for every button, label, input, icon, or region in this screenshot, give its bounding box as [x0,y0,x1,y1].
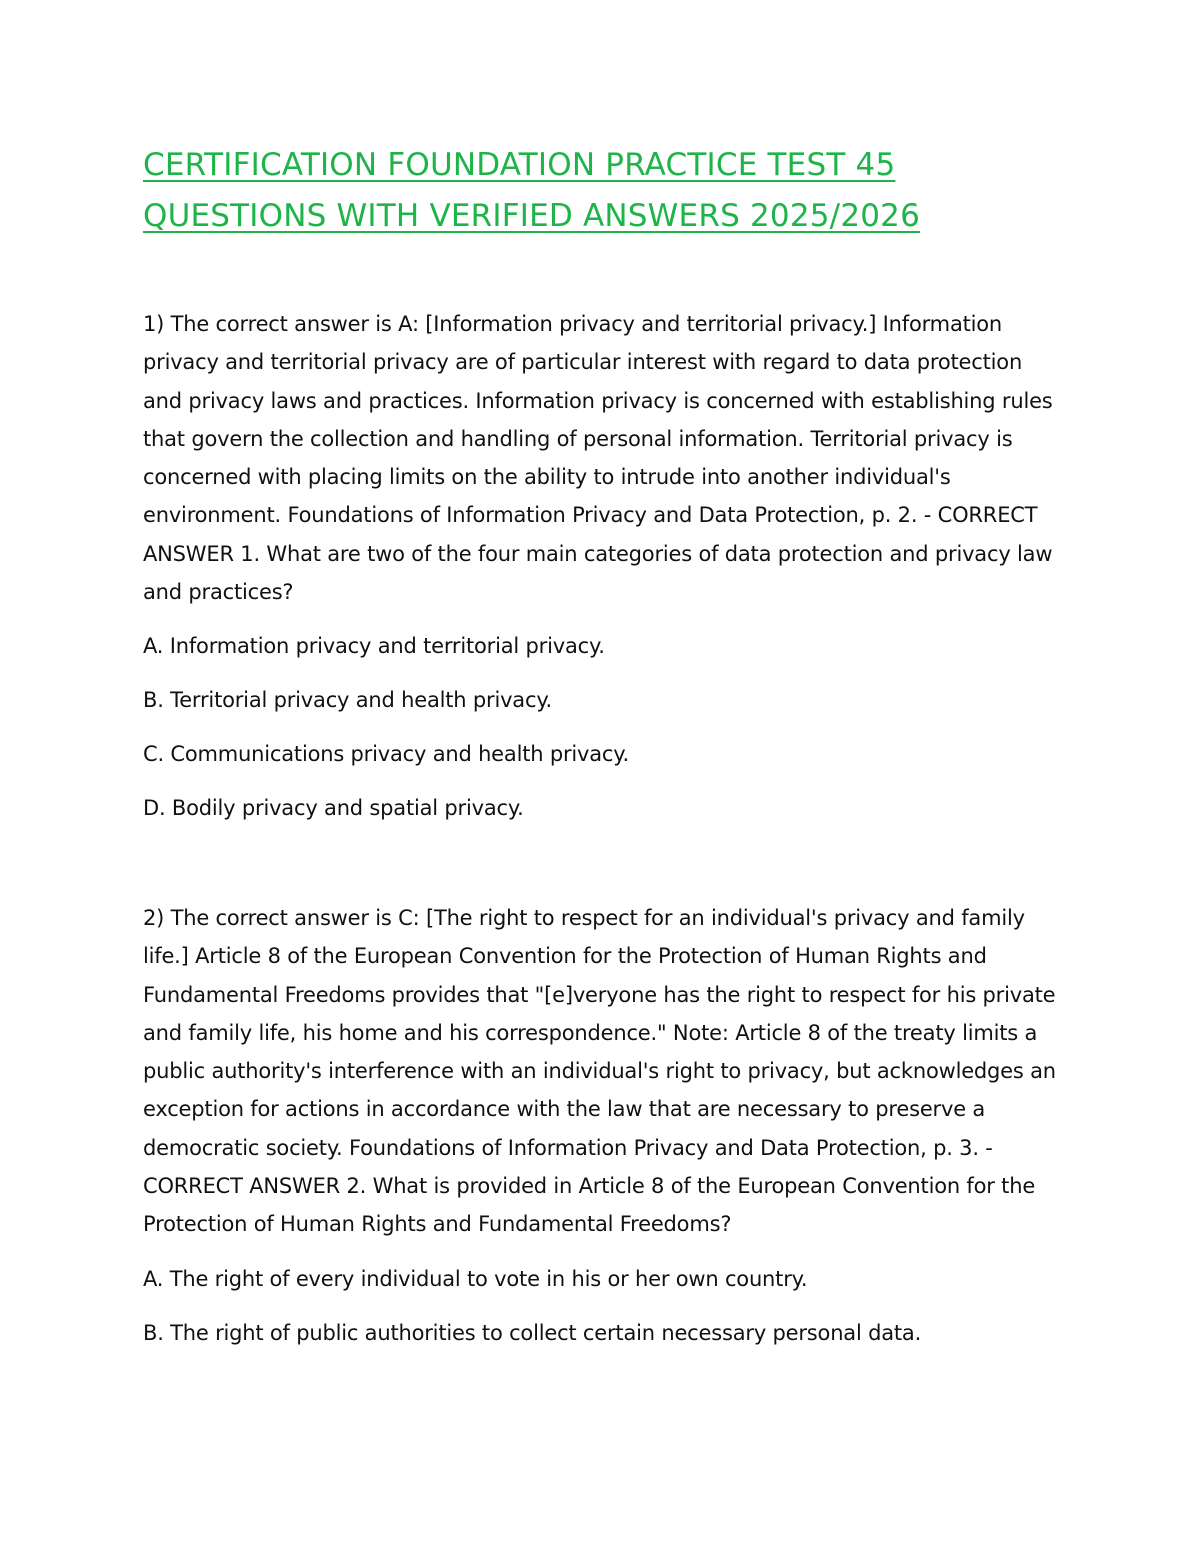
answer-option-a: A. Information privacy and territorial privacy. [143,634,605,659]
title-line-1: CERTIFICATION FOUNDATION PRACTICE TEST 45 [143,147,896,183]
answer-option-b: B. The right of public authorities to collect certain necessary personal data. [143,1320,922,1345]
answer-option-a: A. The right of every individual to vote in his or her own country. [143,1266,808,1291]
question-text: 1) The correct answer is A: [Information privacy and territorial privacy.] Information privacy and territorial privacy are of particular interest with regard to data protection and privacy laws and practices. Information privacy is concerned with establishing rules that govern the collection and handling of personal information. Territorial privacy is concerned with placing limits on the ability to intrude into another individual's environment. Foundations of Information Privacy and Data Protection, p. 2. - CORRECT ANSWER 1. What are two of the four main categories of data protection and privacy law and practices? [143,312,1053,605]
title-line-2: QUESTIONS WITH VERIFIED ANSWERS 2025/2026 [143,198,921,234]
question-text: 2) The correct answer is C: [The right to respect for an individual's privacy and family life.] Article 8 of the European Convention for the Protection of Human Rights and Fundamental Freedoms provides that "[e]veryone has the right to respect for his private and family life, his home and his correspondence." Note: Article 8 of the treaty limits a public authority's interference with an individual's right to privacy, but acknowledges an exception for actions in accordance with the law that are necessary to preserve a democratic society. Foundations of Information Privacy and Data Protection, p. 3. - CORRECT ANSWER 2. What is provided in Article 8 of the European Convention for the Protection of Human Rights and Fundamental Freedoms? [143,906,1056,1237]
answer-option-c: C. Communications privacy and health privacy. [143,742,629,767]
answer-option-b: B. Territorial privacy and health privacy. [143,688,553,713]
answer-option-d: D. Bodily privacy and spatial privacy. [143,796,524,821]
question-2 [143,899,1063,1352]
question-1 [143,305,1063,827]
document-title [143,140,1143,242]
